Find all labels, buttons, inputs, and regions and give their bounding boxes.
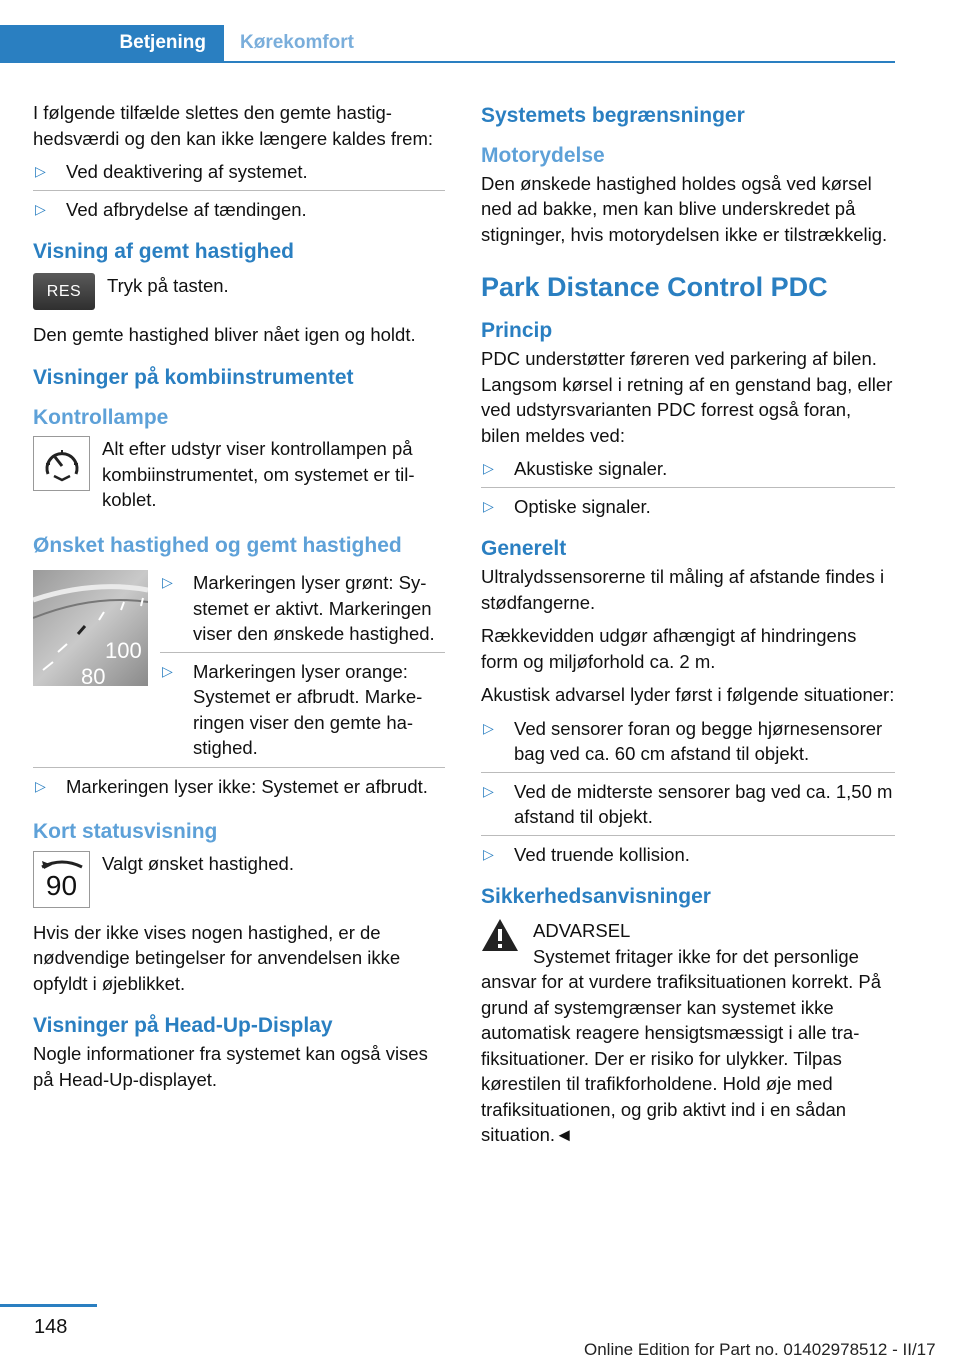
onsket-row: [33, 570, 445, 761]
kort-row: [33, 851, 445, 908]
list-item: ▷ Markeringen lyser orange: Systemet er afbrudt. Markeringen viser den gemte hastighed.: [160, 652, 445, 761]
heading-princip: Princip: [481, 319, 553, 342]
res-instruction: Tryk på tasten.: [107, 275, 229, 296]
heading-pdc: Park Distance Control PDC: [481, 272, 828, 302]
list-item: ▷ Optiske signaler.: [481, 487, 895, 520]
intro-bullet-list: [33, 159, 445, 222]
triangle-bullet-icon: ▷: [483, 845, 494, 862]
speed-limit-number: 90: [45, 870, 78, 901]
kontrollampe-text: Alt efter udstyr viser kontrollampen på kombiinstrumentet, om systemet er tilkoblet.: [102, 438, 415, 510]
speedometer-image: [33, 570, 148, 693]
triangle-bullet-icon: ▷: [35, 200, 46, 217]
list-item: ▷ Markeringen lyser ikke: Systemet er afbrudt.: [33, 774, 445, 800]
heading-begraensninger: Systemets begrænsninger: [481, 104, 745, 127]
heading-head-up: Visninger på Head-Up-Display: [33, 1014, 333, 1037]
generelt-text-1: Ultralydssensorerne til måling af afstande findes i stødfangerne.: [481, 566, 885, 613]
motorydelse-text: Den ønskede hastighed holdes også ved kørsel ned ad bakke, men kan blive underskredet på stigninger, hvis motorydelsen ikke er tilstrækkelig.: [481, 172, 888, 245]
list-item: ▷ Akustiske signaler.: [481, 456, 895, 482]
tab-korekomfort[interactable]: Kørekomfort: [240, 32, 355, 53]
triangle-bullet-icon: ▷: [483, 497, 494, 514]
princip-bullet-list: [481, 456, 895, 519]
list-item: ▷ Ved truende kollision.: [481, 835, 895, 868]
heading-visning-gemt: Visning af gemt hastighed: [33, 240, 294, 263]
advarsel-row: [481, 918, 895, 969]
kort-text: Valgt ønsket hastighed.: [102, 852, 294, 874]
triangle-bullet-icon: ▷: [162, 574, 173, 590]
onsket-bullet-list: [160, 570, 445, 761]
triangle-bullet-icon: ▷: [483, 719, 494, 736]
header-tabbar: [0, 25, 895, 63]
res-row: [33, 273, 445, 310]
head-up-text: Nogle informationer fra systemet kan også vises på Head-Up-displayet.: [33, 1043, 428, 1090]
kontrollampe-row: [33, 436, 445, 513]
generelt-bullet-list: [481, 716, 895, 868]
speedo-label-80: 80: [81, 664, 106, 686]
list-item: ▷ Ved deaktivering af systemet.: [33, 159, 445, 185]
intro-paragraph: I følgende tilfælde slettes den gemte hastighedsværdi og den kan ikke længere kaldes frem:: [33, 102, 434, 149]
triangle-bullet-icon: ▷: [483, 460, 494, 476]
advarsel-body: ansvar for at vurdere trafiksituationen korrekt. På grund af systemgrænser kan systemet ikke automatisk reagere hensigtsmæssigt i alle trafiksituationer. Der er risiko for ulykker. Tilpas kørestilen til trafikforholdene. Hold øje med trafiksituationen, og grib aktivt ind i en sådan situation.◄: [481, 971, 881, 1145]
triangle-bullet-icon: ▷: [162, 662, 173, 679]
heading-kontrollampe: Kontrollampe: [33, 405, 169, 429]
list-item: ▷ Ved de midterste sensorer bag ved ca. 1,50 m afstand til objekt.: [481, 772, 895, 830]
speed-limit-icon: [33, 851, 90, 908]
triangle-bullet-icon: ▷: [35, 163, 46, 179]
heading-onsket-hastighed: Ønsket hastighed og gemt hastighed: [33, 533, 402, 557]
heading-generelt: Generelt: [481, 537, 567, 560]
generelt-text-2: Rækkevidden udgør afhængigt af hindringens form og miljøforhold ca. 2 m.: [481, 625, 857, 672]
edition-label: Online Edition for Part no. 01402978512 - II/17: [584, 1340, 936, 1359]
footer-accent-line: [0, 1304, 97, 1307]
heading-motorydelse: Motorydelse: [481, 144, 605, 167]
princip-text: PDC understøtter føreren ved parkering af bilen. Langsom kørsel i retning af en genstand bag, eller ved udstyrsvarianten PDC forrest også foran, bilen meldes ved:: [481, 348, 893, 446]
heading-visninger-kombi: Visninger på kombiinstrumentet: [33, 365, 354, 389]
triangle-bullet-icon: ▷: [483, 782, 494, 799]
speedometer-lamp-icon: [33, 436, 90, 491]
gemt-naet-text: Den gemte hastighed bliver nået igen og holdt.: [33, 324, 416, 345]
generelt-text-3: Akustisk advarsel lyder først i følgende situationer:: [481, 684, 895, 705]
tab-betjening[interactable]: Betjening: [0, 25, 224, 61]
advarsel-lead: Systemet fritager ikke for det personlige: [533, 945, 859, 967]
list-item: ▷ Ved afbrydelse af tændingen.: [33, 190, 445, 223]
heading-kort-status: Kort statusvisning: [33, 820, 218, 843]
heading-sikkerhed: Sikkerhedsanvisninger: [481, 885, 711, 908]
res-button-icon: RES: [33, 273, 95, 310]
list-item: ▷ Markeringen lyser grønt: Systemet er aktivt. Markeringen viser den ønskede hastighed.: [162, 572, 435, 644]
advarsel-label: ADVARSEL: [533, 920, 631, 941]
triangle-bullet-icon: ▷: [35, 777, 46, 794]
warning-triangle-icon: [481, 918, 519, 959]
speedo-label-100: 100: [105, 638, 142, 663]
list-item: ▷ Ved sensorer foran og begge hjørnesensorer bag ved ca. 60 cm afstand til objekt.: [483, 717, 883, 764]
page-number: 148: [34, 1316, 68, 1338]
left-column: [33, 100, 445, 1100]
kort-paragraph: Hvis der ikke vises nogen hastighed, er de nødvendige betingelser for anvendelsen ikke opfyldt i øjeblikket.: [33, 921, 401, 994]
onsket-bullet-full: [33, 767, 445, 800]
right-column: [481, 100, 895, 1156]
